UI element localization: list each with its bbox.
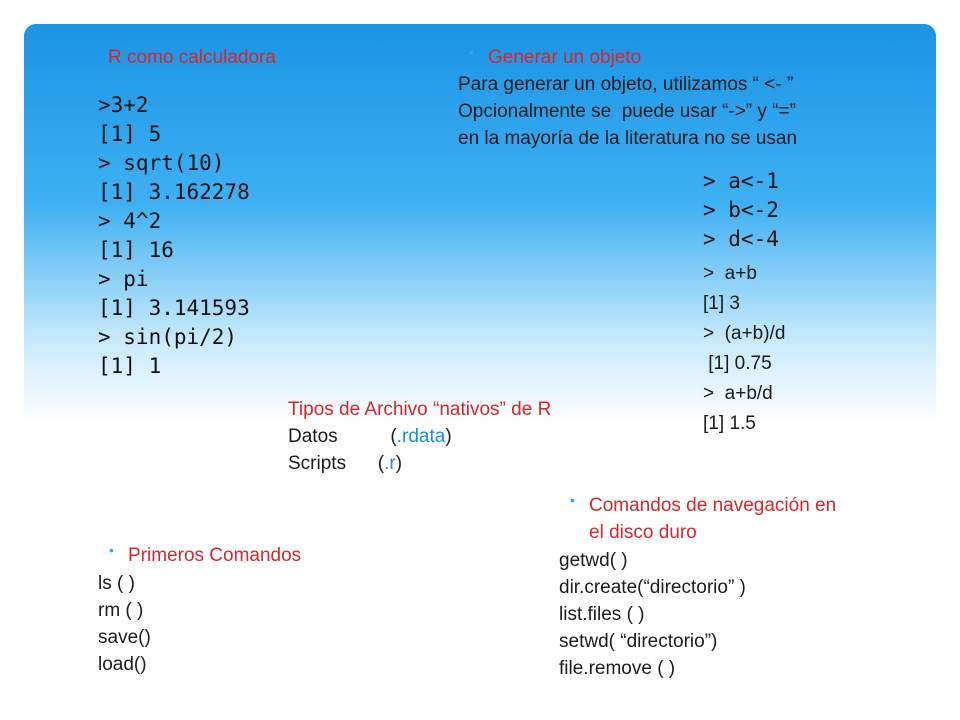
- tipos-datos-row: [288, 423, 551, 450]
- tipos-close-paren: ): [395, 453, 403, 474]
- calc-line: >3+2: [98, 93, 149, 117]
- calc-line: [1] 3.162278: [98, 180, 250, 204]
- navegacion-item: dir.create(“directorio” ): [559, 577, 746, 598]
- objeto-output-line: > (a+b)/d: [703, 323, 786, 344]
- tipos-scripts-ext: .r: [384, 453, 396, 474]
- objeto-output: [703, 259, 785, 439]
- objeto-desc-line: Para generar un objeto, utilizamos “ <- ”: [458, 74, 794, 95]
- primeros-title: Primeros Comandos: [128, 545, 302, 566]
- objeto-code-line: > a<-1: [703, 169, 779, 193]
- calc-line: > 4^2: [98, 209, 162, 233]
- objeto-title: Generar un objeto: [488, 47, 642, 68]
- objeto-output-line: [1] 1.5: [703, 413, 756, 434]
- calc-line: [1] 16: [98, 238, 174, 262]
- navegacion-title-line: Comandos de navegación en: [589, 495, 837, 516]
- navegacion-item: list.files ( ): [559, 604, 645, 625]
- calc-line: > sqrt(10): [98, 151, 225, 175]
- calc-line: [1] 5: [98, 122, 162, 146]
- navegacion-item: file.remove ( ): [559, 658, 676, 679]
- calc-line: > pi: [98, 267, 149, 291]
- navegacion-title-line: el disco duro: [589, 522, 697, 543]
- bullet-icon: •: [469, 44, 474, 60]
- navegacion-item: setwd( “directorio”): [559, 631, 718, 652]
- objeto-code-line: > b<-2: [703, 198, 779, 222]
- primeros-list: [98, 570, 151, 678]
- tipos-block: [288, 396, 551, 477]
- objeto-output-line: > a+b: [703, 263, 757, 284]
- bullet-icon: •: [109, 542, 114, 558]
- tipos-datos-label: Datos (: [288, 426, 397, 447]
- primeros-item: save(): [98, 627, 151, 648]
- primeros-item: load(): [98, 654, 147, 675]
- primeros-item: ls ( ): [98, 573, 135, 594]
- calc-line: > sin(pi/2): [98, 325, 238, 349]
- tipos-datos-ext: .rdata: [396, 426, 446, 447]
- calc-console-block: [98, 91, 250, 381]
- calc-title: R como calculadora: [108, 47, 276, 68]
- tipos-close-paren: ): [445, 426, 452, 447]
- primeros-item: rm ( ): [98, 600, 144, 621]
- navegacion-item: getwd( ): [559, 550, 628, 571]
- tipos-title: Tipos de Archivo “nativos” de R: [288, 399, 552, 420]
- objeto-heading: [469, 44, 642, 71]
- calc-line: [1] 3.141593: [98, 296, 250, 320]
- objeto-assign-code: [703, 167, 779, 254]
- primeros-heading: [109, 542, 302, 569]
- navegacion-heading: [570, 492, 837, 546]
- objeto-desc-line: en la mayoría de la literatura no se usan: [458, 128, 798, 149]
- objeto-output-line: [1] 0.75: [703, 353, 772, 374]
- objeto-description: [458, 71, 797, 152]
- objeto-output-line: [1] 3: [703, 293, 740, 314]
- tipos-scripts-row: [288, 450, 551, 477]
- bullet-icon: •: [570, 492, 575, 508]
- objeto-code-line: > d<-4: [703, 227, 779, 251]
- tipos-scripts-label: Scripts (: [288, 453, 385, 474]
- calc-line: [1] 1: [98, 354, 162, 378]
- objeto-output-line: > a+b/d: [703, 383, 773, 404]
- navegacion-list: [559, 547, 746, 682]
- objeto-desc-line: Opcionalmente se puede usar “->” y “=”: [458, 101, 796, 122]
